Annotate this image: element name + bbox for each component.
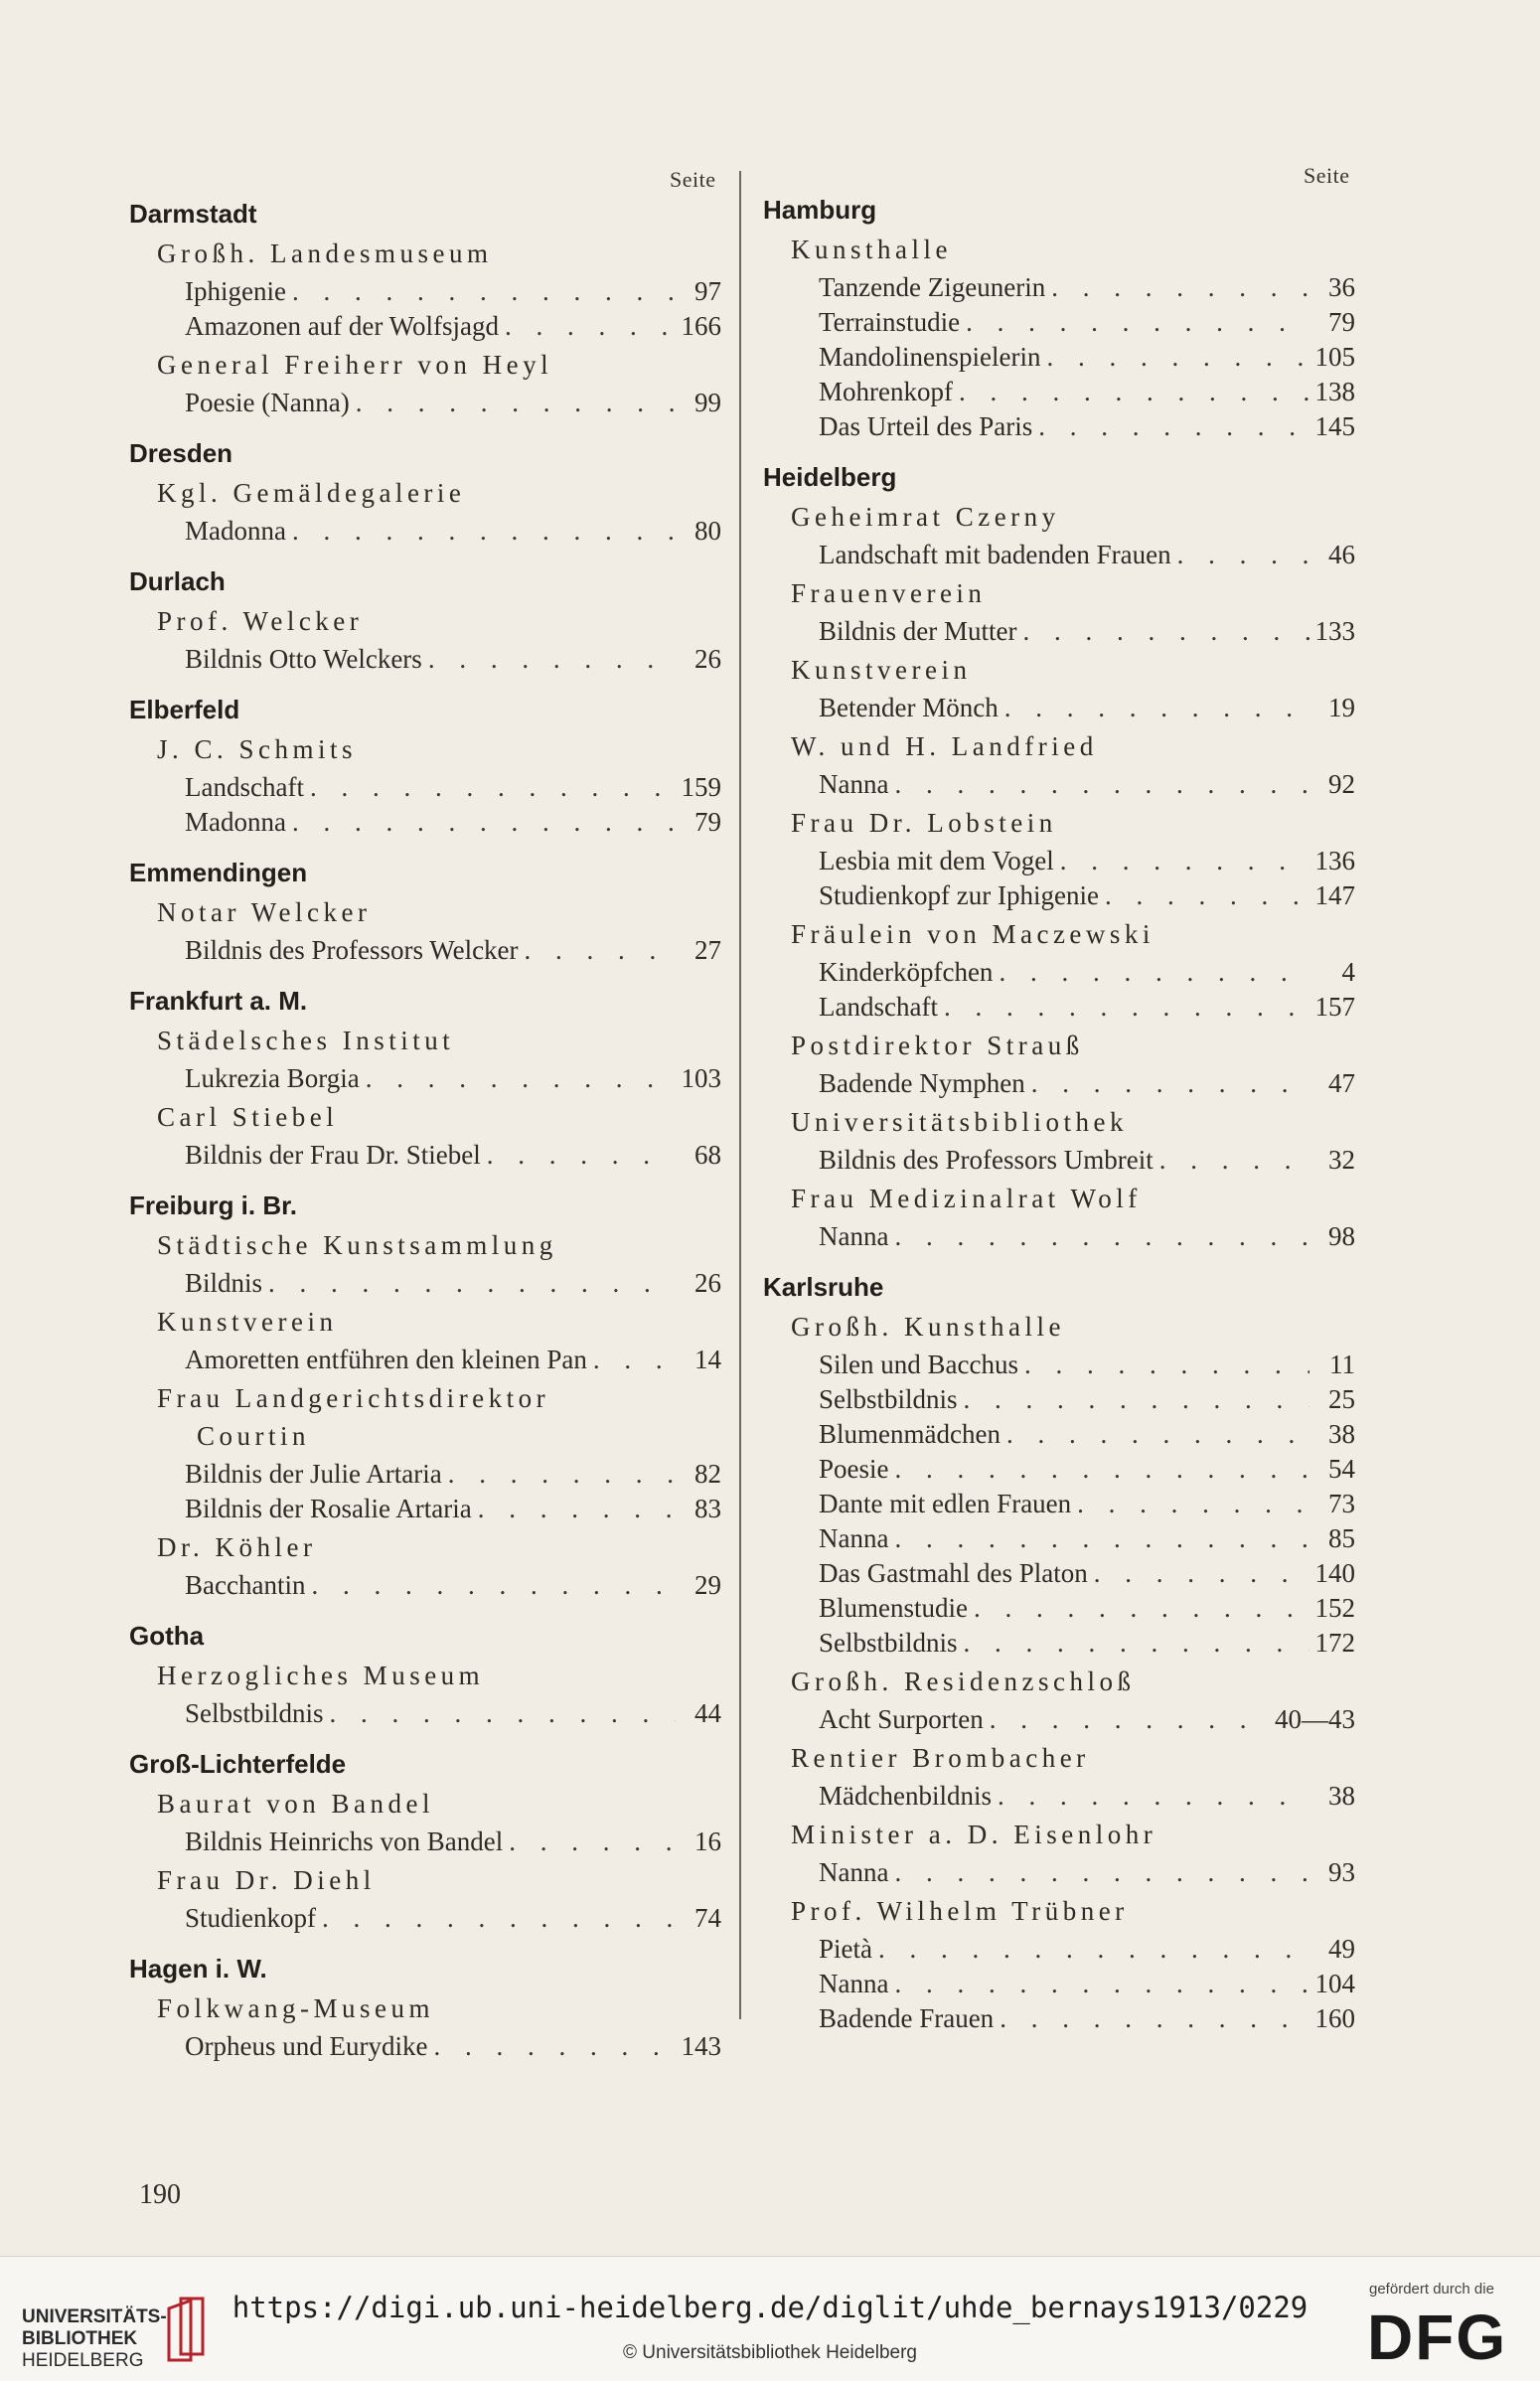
- index-entry: [185, 772, 721, 806]
- leader-dots: [894, 1221, 1309, 1252]
- leader-dots: [1051, 272, 1309, 303]
- page-reference: 74: [694, 1903, 721, 1933]
- page-number: 190: [139, 2179, 181, 2210]
- artwork-title: Selbstbildnis: [819, 1384, 958, 1414]
- page-reference: 26: [694, 1268, 721, 1298]
- owner-name: Postdirektor Strauß: [791, 1031, 1084, 1060]
- artwork-title: Acht Surporten: [819, 1704, 984, 1734]
- artwork-title: Bildnis der Julie Artaria: [185, 1459, 442, 1489]
- artwork-title: Nanna: [819, 1857, 889, 1887]
- index-entry: [185, 1570, 721, 1604]
- artwork-title: Madonna: [185, 807, 286, 837]
- leader-dots: [487, 1140, 676, 1171]
- city-heading: Heidelberg: [763, 462, 897, 492]
- artwork-title: Mohrenkopf: [819, 377, 953, 406]
- artwork-title: Nanna: [819, 1523, 889, 1553]
- index-entry: [819, 1934, 1355, 1968]
- leader-dots: [1038, 411, 1309, 442]
- index-entry: [819, 957, 1355, 991]
- artwork-title: Tanzende Zigeunerin: [819, 272, 1046, 302]
- leader-dots: [505, 311, 676, 342]
- page-reference: 85: [1328, 1523, 1355, 1553]
- artwork-title: Kinderköpfchen: [819, 957, 994, 987]
- leader-dots: [1022, 616, 1309, 647]
- leader-dots: [1060, 846, 1309, 876]
- index-entry: [819, 272, 1355, 306]
- index-entry: [185, 644, 721, 678]
- artwork-title: Bildnis des Professors Welcker: [185, 935, 519, 965]
- leader-dots: [894, 1969, 1309, 1999]
- index-entry: [185, 1494, 721, 1527]
- index-entry: [819, 1704, 1355, 1738]
- index-entry: [819, 1349, 1355, 1383]
- page-reference: 82: [694, 1459, 721, 1489]
- index-entry: [819, 1523, 1355, 1557]
- leader-dots: [894, 1857, 1309, 1888]
- artwork-title: Bildnis Otto Welckers: [185, 644, 422, 674]
- library-name-line3: HEIDELBERG: [22, 2350, 144, 2371]
- index-entry: [185, 1826, 721, 1860]
- leader-dots: [1159, 1145, 1309, 1176]
- dfg-logo: DFG: [1367, 2302, 1508, 2373]
- owner-name: Universitätsbibliothek: [791, 1107, 1128, 1137]
- leader-dots: [878, 1934, 1309, 1965]
- artwork-title: Nanna: [819, 1221, 889, 1251]
- index-entry: [819, 342, 1355, 376]
- owner-name: Herzogliches Museum: [157, 1661, 485, 1690]
- owner-name: Frau Dr. Diehl: [157, 1865, 376, 1895]
- page-reference: 99: [694, 388, 721, 417]
- index-entry: [819, 992, 1355, 1026]
- leader-dots: [428, 644, 676, 675]
- index-entry: [819, 616, 1355, 650]
- leader-dots: [1105, 880, 1309, 911]
- page-reference: 47: [1328, 1068, 1355, 1098]
- city-heading: Karlsruhe: [763, 1272, 884, 1302]
- index-entry: [819, 1857, 1355, 1891]
- leader-dots: [1046, 342, 1309, 373]
- owner-name-continued: Courtin: [197, 1421, 311, 1451]
- artwork-title: Das Gastmahl des Platon: [819, 1558, 1088, 1588]
- page-reference: 92: [1328, 769, 1355, 799]
- city-heading: Freiburg i. Br.: [129, 1190, 298, 1220]
- page-reference: 26: [694, 644, 721, 674]
- index-entry: [819, 1145, 1355, 1179]
- owner-name: Frau Dr. Lobstein: [791, 808, 1057, 838]
- index-entry: [819, 1781, 1355, 1815]
- artwork-title: Amazonen auf der Wolfsjagd: [185, 311, 499, 341]
- right-seite-header: Seite: [1304, 163, 1350, 188]
- page-reference: 147: [1314, 880, 1355, 910]
- leader-dots: [330, 1698, 676, 1729]
- owner-name: Notar Welcker: [157, 897, 372, 927]
- artwork-title: Blumenmädchen: [819, 1419, 1001, 1449]
- footer-bar: [0, 2256, 1540, 2381]
- index-entry: [819, 1969, 1355, 2002]
- artwork-title: Nanna: [819, 769, 889, 799]
- leader-dots: [966, 307, 1309, 338]
- city-heading: Hagen i. W.: [129, 1954, 267, 1984]
- index-entry: [185, 807, 721, 841]
- artwork-title: Selbstbildnis: [185, 1698, 324, 1728]
- library-name-line2: BIBLIOTHEK: [22, 2328, 138, 2349]
- page-reference: 140: [1314, 1558, 1355, 1588]
- page-reference: 98: [1328, 1221, 1355, 1251]
- leader-dots: [356, 388, 676, 418]
- artwork-title: Poesie: [819, 1454, 889, 1484]
- leader-dots: [1077, 1489, 1309, 1519]
- page-reference: 136: [1314, 846, 1355, 875]
- owner-name: Kunstverein: [157, 1307, 338, 1337]
- artwork-title: Iphigenie: [185, 276, 286, 306]
- owner-name: Frau Medizinalrat Wolf: [791, 1184, 1142, 1213]
- page-reference: 40—43: [1275, 1704, 1355, 1734]
- index-entry: [185, 2031, 721, 2065]
- leader-dots: [1000, 2003, 1309, 2034]
- artwork-title: Bildnis der Mutter: [819, 616, 1017, 646]
- owner-name: Prof. Welcker: [157, 606, 364, 636]
- page-reference: 152: [1314, 1593, 1355, 1623]
- index-entry: [819, 880, 1355, 914]
- page-reference: 25: [1328, 1384, 1355, 1414]
- owner-name: Frauenverein: [791, 578, 987, 608]
- index-entry: [819, 377, 1355, 410]
- owner-name: Rentier Brombacher: [791, 1743, 1090, 1773]
- city-heading: Gotha: [129, 1621, 205, 1651]
- left-seite-header: Seite: [670, 167, 716, 192]
- artwork-title: Selbstbildnis: [819, 1628, 958, 1658]
- leader-dots: [268, 1268, 676, 1299]
- index-entry: [185, 1459, 721, 1493]
- page-reference: 104: [1314, 1969, 1355, 1998]
- artwork-title: Orpheus und Eurydike: [185, 2031, 428, 2061]
- artwork-title: Lesbia mit dem Vogel: [819, 846, 1054, 875]
- index-entry: [819, 1068, 1355, 1102]
- leader-dots: [1024, 1349, 1309, 1380]
- page-reference: 145: [1314, 411, 1355, 441]
- page-reference: 159: [681, 772, 721, 802]
- page-reference: 68: [694, 1140, 721, 1170]
- owner-name: Städtische Kunstsammlung: [157, 1230, 557, 1260]
- index-entry: [819, 1489, 1355, 1522]
- column-divider: [739, 171, 741, 2019]
- artwork-title: Studienkopf: [185, 1903, 316, 1933]
- page-reference: 16: [694, 1826, 721, 1856]
- artwork-title: Bildnis des Professors Umbreit: [819, 1145, 1154, 1175]
- page-reference: 44: [694, 1698, 721, 1728]
- leader-dots: [1006, 1419, 1309, 1450]
- leader-dots: [448, 1459, 676, 1490]
- leader-dots: [1177, 540, 1309, 570]
- page-reference: 38: [1328, 1419, 1355, 1449]
- library-name-line1: UNIVERSITÄTS-: [22, 2306, 167, 2327]
- artwork-title: Landschaft: [819, 992, 938, 1022]
- artwork-title: Badende Nymphen: [819, 1068, 1025, 1098]
- artwork-title: Landschaft: [185, 772, 304, 802]
- leader-dots: [433, 2031, 675, 2062]
- page-reference: 172: [1314, 1628, 1355, 1658]
- owner-name: Kunsthalle: [791, 235, 952, 264]
- page-reference: 38: [1328, 1781, 1355, 1811]
- index-entry: [185, 1268, 721, 1302]
- index-entry: [819, 1628, 1355, 1662]
- owner-name: Großh. Residenzschloß: [791, 1667, 1136, 1696]
- leader-dots: [895, 1454, 1310, 1485]
- leader-dots: [478, 1494, 676, 1524]
- leader-dots: [292, 276, 676, 307]
- page-reference: 138: [1314, 377, 1355, 406]
- page-reference: 79: [1328, 307, 1355, 337]
- leader-dots: [366, 1063, 676, 1094]
- leader-dots: [322, 1903, 676, 1934]
- page-reference: 103: [681, 1063, 721, 1093]
- funder-note: gefördert durch die: [1369, 2281, 1494, 2298]
- index-entry: [819, 846, 1355, 879]
- leader-dots: [593, 1345, 676, 1375]
- leader-dots: [894, 769, 1309, 800]
- index-entry: [819, 1593, 1355, 1627]
- index-entry: [185, 516, 721, 550]
- owner-name: Baurat von Bandel: [157, 1789, 434, 1819]
- leader-dots: [944, 992, 1309, 1023]
- owner-name: General Freiherr von Heyl: [157, 350, 553, 380]
- artwork-title: Pietà: [819, 1934, 872, 1964]
- owner-name: Minister a. D. Eisenlohr: [791, 1820, 1157, 1849]
- city-heading: Dresden: [129, 438, 233, 468]
- artwork-title: Bildnis der Frau Dr. Stiebel: [185, 1140, 481, 1170]
- page-reference: 19: [1328, 693, 1355, 722]
- page-reference: 46: [1328, 540, 1355, 569]
- index-entry: [819, 1454, 1355, 1488]
- city-heading: Hamburg: [763, 195, 877, 225]
- leader-dots: [974, 1593, 1309, 1624]
- index-entry: [185, 935, 721, 969]
- owner-name: Städelsches Institut: [157, 1026, 455, 1055]
- page-reference: 97: [694, 276, 721, 306]
- page-reference: 160: [1314, 2003, 1355, 2033]
- owner-name: Kunstverein: [791, 655, 972, 685]
- page-reference: 133: [1314, 616, 1355, 646]
- index-entry: [819, 1384, 1355, 1418]
- owner-name: Folkwang-Museum: [157, 1993, 434, 2023]
- artwork-title: Bildnis: [185, 1268, 263, 1298]
- leader-dots: [964, 1628, 1309, 1659]
- artwork-title: Bildnis Heinrichs von Bandel: [185, 1826, 504, 1856]
- owner-name: Prof. Wilhelm Trübner: [791, 1896, 1129, 1926]
- page-reference: 27: [694, 935, 721, 965]
- leader-dots: [894, 1523, 1309, 1554]
- leader-dots: [525, 935, 676, 966]
- leader-dots: [990, 1704, 1269, 1735]
- owner-name: Großh. Kunsthalle: [791, 1312, 1065, 1342]
- artwork-title: Landschaft mit badenden Frauen: [819, 540, 1171, 569]
- owner-name: Kgl. Gemäldegalerie: [157, 478, 466, 508]
- copyright-notice: © Universitätsbibliothek Heidelberg: [623, 2342, 917, 2363]
- city-heading: Frankfurt a. M.: [129, 986, 308, 1016]
- index-entry: [819, 2003, 1355, 2037]
- artwork-title: Mandolinenspielerin: [819, 342, 1041, 372]
- page-reference: 93: [1328, 1857, 1355, 1887]
- index-entry: [185, 311, 721, 345]
- leader-dots: [964, 1384, 1309, 1415]
- owner-name: Frau Landgerichtsdirektor: [157, 1383, 550, 1413]
- leader-dots: [999, 957, 1309, 988]
- page-reference: 83: [694, 1494, 721, 1523]
- page-reference: 105: [1314, 342, 1355, 372]
- city-heading: Elberfeld: [129, 695, 240, 724]
- artwork-title: Blumenstudie: [819, 1593, 968, 1623]
- artwork-title: Silen und Bacchus: [819, 1349, 1018, 1379]
- page-reference: 36: [1328, 272, 1355, 302]
- artwork-title: Mädchenbildnis: [819, 1781, 992, 1811]
- page-reference: 32: [1328, 1145, 1355, 1175]
- owner-name: Großh. Landesmuseum: [157, 238, 493, 268]
- page-reference: 11: [1329, 1349, 1355, 1379]
- index-entry: [185, 1063, 721, 1097]
- index-entry: [185, 1140, 721, 1174]
- artwork-title: Lukrezia Borgia: [185, 1063, 360, 1093]
- leader-dots: [959, 377, 1309, 407]
- index-entry: [819, 540, 1355, 573]
- index-entry: [185, 388, 721, 421]
- permalink-url[interactable]: https://digi.ub.uni-heidelberg.de/diglit/uhde_bernays1913/0229: [231, 2291, 1309, 2324]
- index-entry: [819, 769, 1355, 803]
- leader-dots: [1004, 693, 1309, 723]
- artwork-title: Das Urteil des Paris: [819, 411, 1033, 441]
- page-reference: 143: [681, 2031, 721, 2061]
- page-reference: 4: [1341, 957, 1355, 987]
- owner-name: W. und H. Landfried: [791, 731, 1098, 761]
- owner-name: Carl Stiebel: [157, 1102, 339, 1132]
- artwork-title: Madonna: [185, 516, 286, 546]
- page-reference: 14: [694, 1345, 721, 1374]
- artwork-title: Badende Frauen: [819, 2003, 995, 2033]
- leader-dots: [1031, 1068, 1309, 1099]
- page-reference: 80: [694, 516, 721, 546]
- index-entry: [185, 1345, 721, 1378]
- page-reference: 29: [694, 1570, 721, 1600]
- artwork-title: Betender Mönch: [819, 693, 999, 722]
- owner-name: Geheimrat Czerny: [791, 502, 1060, 532]
- leader-dots: [509, 1826, 676, 1857]
- page-reference: 49: [1328, 1934, 1355, 1964]
- index-entry: [185, 276, 721, 310]
- leader-dots: [998, 1781, 1309, 1812]
- owner-name: Dr. Köhler: [157, 1532, 317, 1562]
- page-reference: 157: [1314, 992, 1355, 1022]
- city-heading: Emmendingen: [129, 858, 308, 887]
- page-reference: 79: [694, 807, 721, 837]
- artwork-title: Dante mit edlen Frauen: [819, 1489, 1072, 1518]
- index-entry: [819, 1419, 1355, 1453]
- index-entry: [185, 1903, 721, 1937]
- index-entry: [819, 411, 1355, 445]
- owner-name: Fräulein von Maczewski: [791, 919, 1155, 949]
- leader-dots: [292, 516, 676, 547]
- index-entry: [185, 1698, 721, 1732]
- city-heading: Durlach: [129, 566, 226, 596]
- owner-name: J. C. Schmits: [157, 734, 358, 764]
- page-reference: 54: [1328, 1454, 1355, 1484]
- city-heading: Groß-Lichterfelde: [129, 1749, 347, 1779]
- leader-dots: [311, 1570, 676, 1601]
- index-entry: [819, 693, 1355, 726]
- leader-dots: [292, 807, 676, 838]
- artwork-title: Poesie (Nanna): [185, 388, 350, 417]
- index-entry: [819, 1221, 1355, 1255]
- index-entry: [819, 307, 1355, 341]
- index-entry: [819, 1558, 1355, 1592]
- artwork-title: Nanna: [819, 1969, 889, 1998]
- leader-dots: [310, 772, 676, 803]
- leader-dots: [1094, 1558, 1309, 1589]
- page-reference: 73: [1328, 1489, 1355, 1518]
- artwork-title: Bildnis der Rosalie Artaria: [185, 1494, 472, 1523]
- artwork-title: Terrainstudie: [819, 307, 961, 337]
- city-heading: Darmstadt: [129, 199, 257, 229]
- page-reference: 166: [681, 311, 721, 341]
- artwork-title: Amoretten entführen den kleinen Pan: [185, 1345, 587, 1374]
- artwork-title: Bacchantin: [185, 1570, 306, 1600]
- artwork-title: Studienkopf zur Iphigenie: [819, 880, 1099, 910]
